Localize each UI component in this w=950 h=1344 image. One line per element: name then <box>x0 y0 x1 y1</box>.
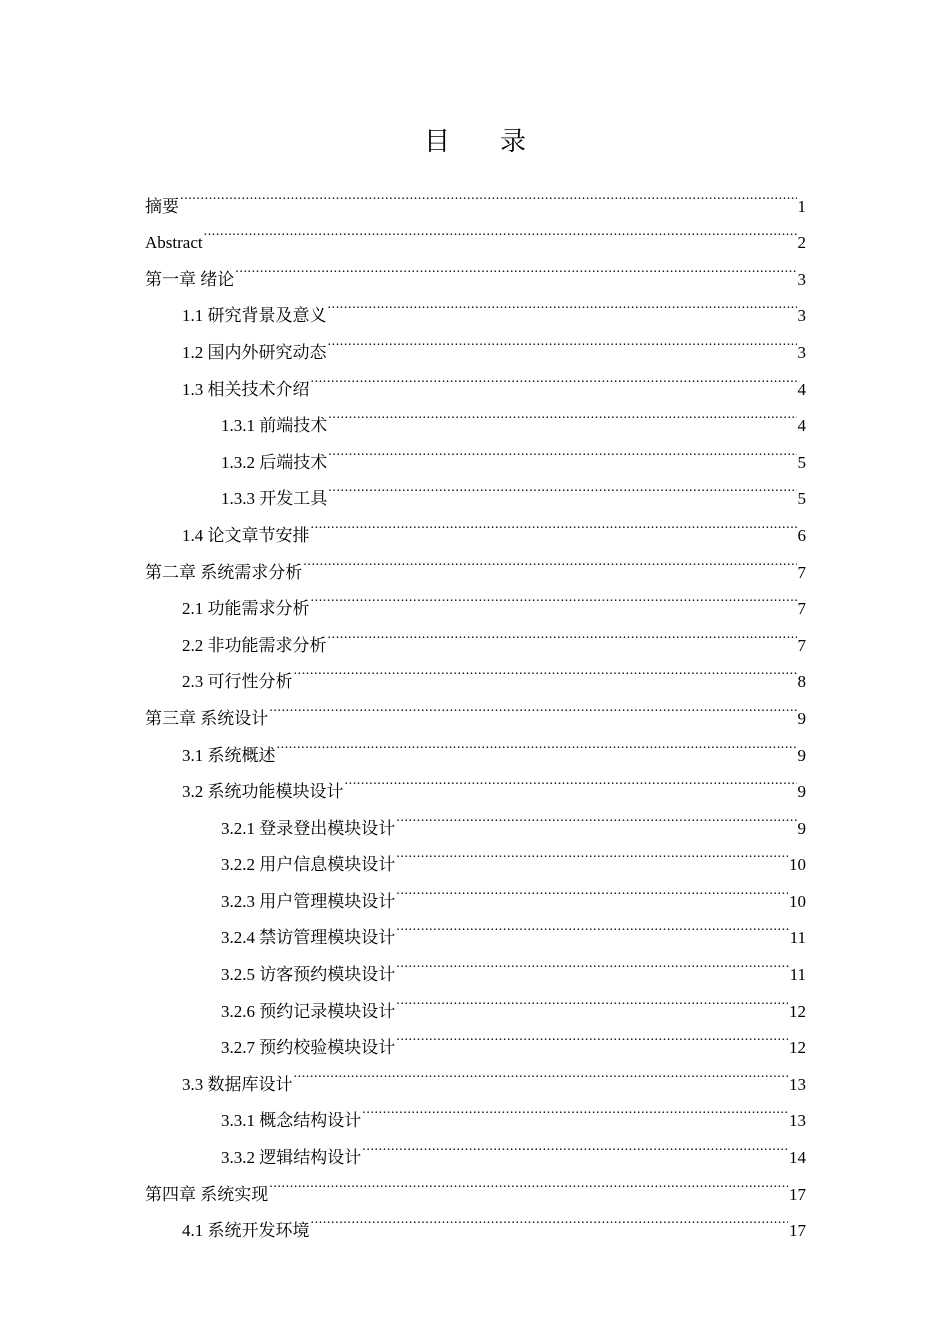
toc-dot-leader <box>277 724 797 761</box>
toc-dot-leader <box>362 1090 788 1127</box>
toc-entry-page-number: 9 <box>797 708 806 728</box>
title-char-1: 目 <box>423 127 450 157</box>
toc-dot-leader <box>396 943 788 980</box>
toc-entry-page-number: 17 <box>789 1221 806 1241</box>
toc-entry-label: 第二章 系统需求分析 <box>145 562 303 582</box>
toc-entry-page-number: 3 <box>797 342 806 362</box>
toc-entry-label: 1.3.1 前端技术 <box>221 416 328 436</box>
toc-entry-page-number: 12 <box>789 1038 806 1058</box>
toc-entry-page-number: 9 <box>797 782 806 802</box>
toc-dot-leader <box>294 1053 789 1090</box>
toc-dot-leader <box>396 1017 788 1054</box>
toc-entry-label: 3.2.7 预约校验模块设计 <box>221 1038 396 1058</box>
toc-dot-leader <box>294 651 797 688</box>
toc-entry-label: 3.2.2 用户信息模块设计 <box>221 855 396 875</box>
toc-dot-leader <box>328 431 796 468</box>
toc-entry-page-number: 14 <box>789 1148 806 1168</box>
toc-dot-leader <box>345 761 797 798</box>
toc-entry-label: 2.3 可行性分析 <box>182 672 293 692</box>
toc-entry-label: 4.1 系统开发环境 <box>182 1221 310 1241</box>
toc-dot-leader <box>328 321 797 358</box>
toc-dot-leader <box>311 578 797 615</box>
toc-dot-leader <box>328 395 796 432</box>
toc-entry-label: 1.4 论文章节安排 <box>182 525 310 545</box>
toc-entry-page-number: 7 <box>797 562 806 582</box>
toc-entry-page-number: 3 <box>797 306 806 326</box>
toc-entry-label: 第一章 绪论 <box>145 269 235 289</box>
toc-entry[interactable] <box>145 248 806 289</box>
toc-entry[interactable] <box>145 175 806 216</box>
toc-dot-leader <box>311 504 797 541</box>
toc-entry-label: 2.2 非功能需求分析 <box>182 635 327 655</box>
toc-entry-label: 摘要 <box>145 196 179 216</box>
toc-entry-page-number: 13 <box>789 1111 806 1131</box>
toc-entry-label: 3.3.2 逻辑结构设计 <box>221 1148 362 1168</box>
toc-entry-page-number: 7 <box>797 599 806 619</box>
toc-entry-page-number: 9 <box>797 745 806 765</box>
toc-entry-page-number: 4 <box>797 379 806 399</box>
toc-entry-label: 1.3.2 后端技术 <box>221 452 328 472</box>
toc-entry-page-number: 11 <box>789 965 806 985</box>
toc-entry-page-number: 1 <box>797 196 806 216</box>
toc-entry-label: 3.3.1 概念结构设计 <box>221 1111 362 1131</box>
toc-dot-leader <box>396 797 796 834</box>
toc-dot-leader <box>303 541 796 578</box>
toc-entry-label: 3.2.1 登录登出模块设计 <box>221 818 396 838</box>
toc-dot-leader <box>328 614 797 651</box>
toc-dot-leader <box>311 1200 789 1237</box>
toc-entry[interactable] <box>145 285 806 326</box>
toc-entry-page-number: 4 <box>797 416 806 436</box>
toc-dot-leader <box>328 285 797 322</box>
toc-dot-leader <box>235 248 796 285</box>
toc-dot-leader <box>396 980 788 1017</box>
toc-dot-leader <box>396 834 788 871</box>
toc-entry-label: 3.2 系统功能模块设计 <box>182 782 344 802</box>
toc-entry-page-number: 5 <box>797 489 806 509</box>
toc-entry-page-number: 12 <box>789 1001 806 1021</box>
toc-entry-page-number: 3 <box>797 269 806 289</box>
toc-entry-label: 3.2.3 用户管理模块设计 <box>221 891 396 911</box>
toc-entry-page-number: 5 <box>797 452 806 472</box>
toc-dot-leader <box>269 1163 788 1200</box>
toc-entry-page-number: 10 <box>789 855 806 875</box>
toc-entry-label: 1.1 研究背景及意义 <box>182 306 327 326</box>
toc-entry-label: 1.2 国内外研究动态 <box>182 342 327 362</box>
toc-entry-page-number: 2 <box>797 233 806 253</box>
toc-dot-leader <box>269 687 796 724</box>
toc-entry-label: 3.2.6 预约记录模块设计 <box>221 1001 396 1021</box>
toc-entry[interactable] <box>145 212 806 253</box>
toc-dot-leader <box>396 870 788 907</box>
toc-dot-leader <box>362 1126 788 1163</box>
toc-dot-leader <box>180 175 797 212</box>
toc-entry-page-number: 9 <box>797 818 806 838</box>
toc-entry-label: Abstract <box>145 233 203 253</box>
toc-dot-leader <box>204 212 797 249</box>
toc-entry-label: 第四章 系统实现 <box>145 1184 269 1204</box>
toc-entry-page-number: 17 <box>789 1184 806 1204</box>
toc-entry-label: 3.1 系统概述 <box>182 745 276 765</box>
page-title <box>0 122 950 162</box>
toc-entry-page-number: 11 <box>789 928 806 948</box>
toc-entry-label: 3.3 数据库设计 <box>182 1074 293 1094</box>
toc-entry-label: 1.3.3 开发工具 <box>221 489 328 509</box>
toc-entry-page-number: 8 <box>797 672 806 692</box>
toc-entry-label: 第三章 系统设计 <box>145 708 269 728</box>
toc-entry-label: 1.3 相关技术介绍 <box>182 379 310 399</box>
toc-dot-leader <box>328 468 796 505</box>
title-char-2: 录 <box>500 127 527 157</box>
toc-entry-page-number: 7 <box>797 635 806 655</box>
toc-entry-page-number: 10 <box>789 891 806 911</box>
toc-entry-label: 3.2.4 禁访管理模块设计 <box>221 928 396 948</box>
toc-dot-leader <box>396 907 788 944</box>
table-of-contents <box>145 175 806 1241</box>
toc-entry-label: 3.2.5 访客预约模块设计 <box>221 965 396 985</box>
toc-entry-page-number: 13 <box>789 1074 806 1094</box>
toc-dot-leader <box>311 358 797 395</box>
toc-entry-label: 2.1 功能需求分析 <box>182 599 310 619</box>
toc-entry-page-number: 6 <box>797 525 806 545</box>
